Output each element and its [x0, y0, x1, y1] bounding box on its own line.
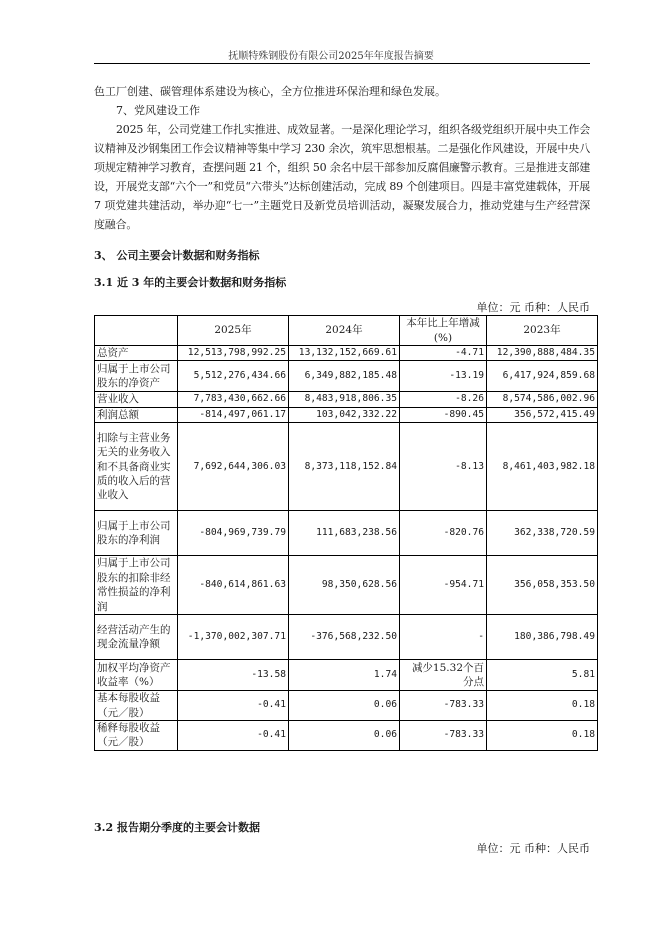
column-header-change: 本年比上年增减(%)	[400, 316, 487, 346]
column-header-2024: 2024年	[289, 316, 400, 346]
value-change: -13.19	[400, 361, 487, 392]
table-row	[95, 615, 598, 660]
column-header-2025: 2025年	[178, 316, 289, 346]
value-2024: -376,568,232.50	[289, 615, 400, 660]
section-3-2-heading: 3.2 报告期分季度的主要会计数据	[94, 821, 260, 834]
row-label: 归属于上市公司股东的净利润	[95, 511, 178, 556]
value-2023: 8,461,403,982.18	[487, 423, 598, 511]
value-2024: 1.74	[289, 660, 400, 691]
table-row	[95, 721, 598, 751]
value-2023: 356,058,353.50	[487, 556, 598, 615]
value-2025: 7,783,430,662.66	[178, 392, 289, 407]
row-label: 基本每股收益（元／股）	[95, 691, 178, 721]
table-row	[95, 423, 598, 511]
table-row	[95, 346, 598, 361]
table-row	[95, 511, 598, 556]
unit-currency-note: 单位：元 币种：人民币	[476, 301, 590, 314]
row-label: 利润总额	[95, 407, 178, 422]
row-label: 归属于上市公司股东的扣除非经常性损益的净利润	[95, 556, 178, 615]
value-2023: 356,572,415.49	[487, 407, 598, 422]
value-2025: -13.58	[178, 660, 289, 691]
table-row	[95, 691, 598, 721]
value-change: -890.45	[400, 407, 487, 422]
value-2023: 5.81	[487, 660, 598, 691]
value-2023: 0.18	[487, 691, 598, 721]
value-change: -954.71	[400, 556, 487, 615]
value-2025: -1,370,002,307.71	[178, 615, 289, 660]
table-row	[95, 361, 598, 392]
value-change: 减少15.32个百分点	[400, 660, 487, 691]
value-2024: 103,042,332.22	[289, 407, 400, 422]
value-2023: 8,574,586,002.96	[487, 392, 598, 407]
unit-currency-note-quarterly: 单位：元 币种：人民币	[476, 842, 590, 855]
table-row	[95, 407, 598, 422]
value-2025: 12,513,798,992.25	[178, 346, 289, 361]
value-2024: 6,349,882,185.48	[289, 361, 400, 392]
value-2024: 0.06	[289, 721, 400, 751]
financial-indicators-table	[94, 315, 598, 751]
value-change: -783.33	[400, 721, 487, 751]
value-change: -4.71	[400, 346, 487, 361]
section-3-1-heading: 3.1 近 3 年的主要会计数据和财务指标	[94, 276, 287, 289]
value-change: -820.76	[400, 511, 487, 556]
value-2025: 5,512,276,434.66	[178, 361, 289, 392]
value-2024: 0.06	[289, 691, 400, 721]
value-2024: 13,132,152,669.61	[289, 346, 400, 361]
value-change: -8.13	[400, 423, 487, 511]
table-row	[95, 660, 598, 691]
value-2024: 111,683,238.56	[289, 511, 400, 556]
value-2024: 8,483,918,806.35	[289, 392, 400, 407]
value-change: -783.33	[400, 691, 487, 721]
paragraph-party-building: 2025 年，公司党建工作扎实推进、成效显著。一是深化理论学习，组织各级党组织开展中央工作会议精神及沙钢集团工作会议精神等集中学习 230 余次，筑牢思想根基。二是强化作风建设，开展中央八项规定精神学习教育，查摆问题 21 个，组织 50 余名中层干部参加反腐倡廉警示教育。三是推进支部建设，开展党支部“六个一”和党员“六带头”达标创建活动，完成 89 个创建项目。四是丰富党建载体，开展 7 项党建共建活动，举办迎“七一”主题党日及新党员培训活动，凝聚发展合力，推动党建与生产经营深度融合。	[94, 123, 590, 231]
value-2023: 6,417,924,859.68	[487, 361, 598, 392]
value-change: -	[400, 615, 487, 660]
row-label: 营业收入	[95, 392, 178, 407]
value-2025: -840,614,861.63	[178, 556, 289, 615]
paragraph-green-development: 色工厂创建、碳管理体系建设为核心，全方位推进环保治理和绿色发展。	[94, 85, 446, 98]
value-2023: 12,390,888,484.35	[487, 346, 598, 361]
column-header-2023: 2023年	[487, 316, 598, 346]
table-row	[95, 392, 598, 407]
section-3-heading: 3、 公司主要会计数据和财务指标	[94, 249, 260, 262]
value-2023: 362,338,720.59	[487, 511, 598, 556]
value-2023: 180,386,798.49	[487, 615, 598, 660]
table-header-row	[95, 316, 598, 346]
value-2025: -0.41	[178, 691, 289, 721]
table-row	[95, 556, 598, 615]
value-2025: 7,692,644,306.03	[178, 423, 289, 511]
value-2025: -814,497,061.17	[178, 407, 289, 422]
row-label: 经营活动产生的现金流量净额	[95, 615, 178, 660]
row-label: 归属于上市公司股东的净资产	[95, 361, 178, 392]
value-2024: 8,373,118,152.84	[289, 423, 400, 511]
value-2025: -0.41	[178, 721, 289, 751]
row-label: 扣除与主营业务无关的业务收入和不具备商业实质的收入后的营业收入	[95, 423, 178, 511]
column-header-label	[95, 316, 178, 346]
row-label: 总资产	[95, 346, 178, 361]
row-label: 稀释每股收益（元／股）	[95, 721, 178, 751]
row-label: 加权平均净资产收益率（%）	[95, 660, 178, 691]
subheading-party-conduct: 7、党风建设工作	[116, 104, 200, 117]
value-change: -8.26	[400, 392, 487, 407]
value-2023: 0.18	[487, 721, 598, 751]
value-2024: 98,350,628.56	[289, 556, 400, 615]
value-2025: -804,969,739.79	[178, 511, 289, 556]
header-divider	[94, 63, 590, 64]
page-header: 抚顺特殊钢股份有限公司2025年年度报告摘要	[228, 51, 434, 62]
